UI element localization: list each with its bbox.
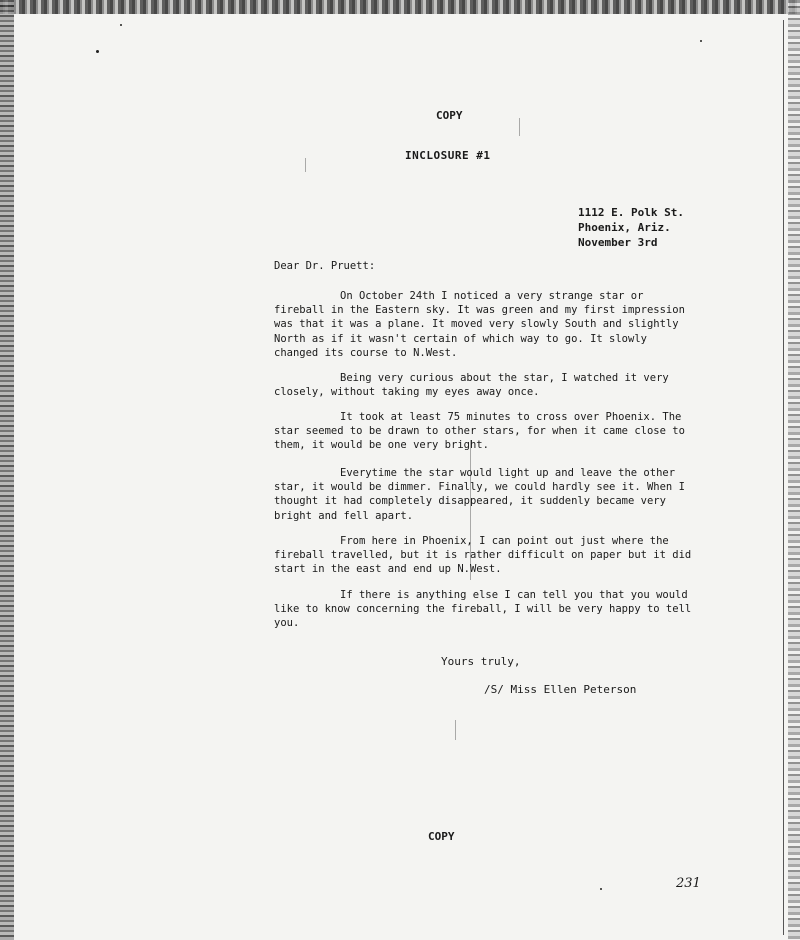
letter-paragraph — [274, 588, 694, 631]
letter-paragraph — [274, 410, 694, 453]
scan-speck — [700, 40, 702, 42]
crease-mark — [455, 720, 456, 740]
paragraph-text: Everytime the star would light up and leave the other star, it would be dimmer. Finally, we could hardly see it. When I thought it had completely disappeared, it suddenly became very bright and fell apart. — [274, 467, 685, 522]
copy-footer: COPY — [428, 830, 455, 843]
address-street: 1112 E. Polk St. — [578, 206, 684, 219]
signature: /S/ Miss Ellen Peterson — [484, 683, 637, 696]
copy-header: COPY — [436, 109, 463, 122]
scan-speck — [120, 24, 122, 26]
scan-edge-right — [788, 0, 800, 940]
scan-edge-top — [0, 0, 800, 14]
paragraph-text: On October 24th I noticed a very strange star or fireball in the Eastern sky. It was green and my first impression was that it was a plane. It moved very slowly South and slightly North as if it wasn't certain of which way to go. It slowly changed its course to N.West. — [274, 290, 685, 359]
paragraph-text: From here in Phoenix, I can point out just where the fireball travelled, but it is rather difficult on paper but it did start in the east and end up N.West. — [274, 535, 692, 576]
letter-paragraph — [274, 466, 694, 523]
page-number: 231 — [676, 876, 701, 891]
paragraph-text: Being very curious about the star, I watched it very closely, without taking my eyes away once. — [274, 372, 669, 399]
crease-mark — [519, 118, 520, 136]
enclosure-label: INCLOSURE #1 — [405, 149, 491, 162]
letter-paragraph — [274, 289, 694, 360]
address-city: Phoenix, Ariz. — [578, 221, 671, 234]
letter-paragraph — [274, 534, 694, 577]
scan-border-line — [783, 20, 784, 935]
letter-closing: Yours truly, — [441, 655, 521, 668]
scan-speck — [600, 888, 602, 890]
scan-speck — [96, 50, 99, 53]
salutation: Dear Dr. Pruett: — [274, 260, 376, 272]
paragraph-text: It took at least 75 minutes to cross over Phoenix. The star seemed to be drawn to other stars, for when it came close to them, it would be one very bright. — [274, 411, 685, 452]
letter-date: November 3rd — [578, 236, 658, 249]
letter-paragraph — [274, 371, 694, 399]
crease-mark — [305, 158, 306, 172]
scan-edge-left — [0, 0, 14, 940]
paragraph-text: If there is anything else I can tell you that you would like to know concerning the fireball, I will be very happy to tell you. — [274, 589, 692, 630]
